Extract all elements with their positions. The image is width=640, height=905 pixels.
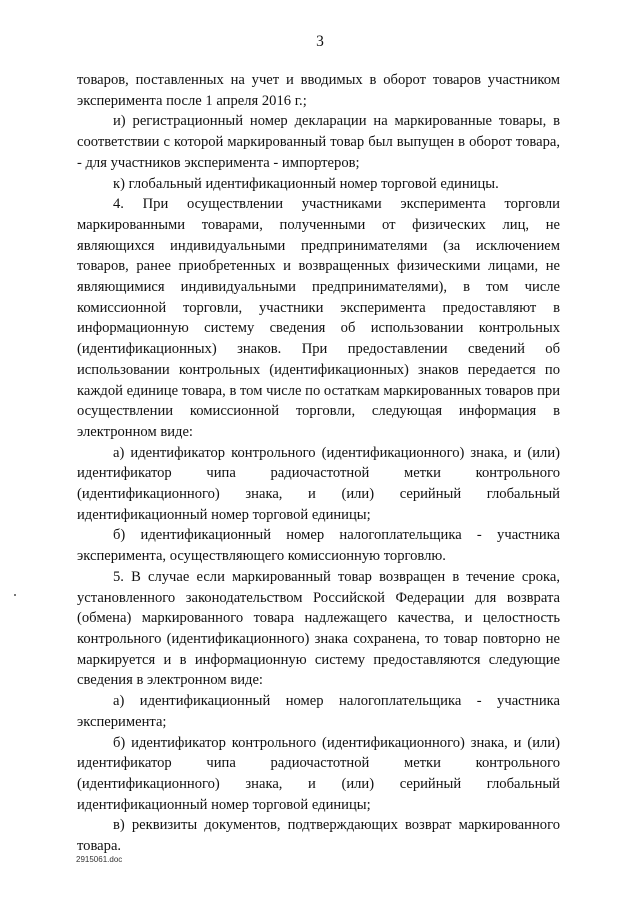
- paragraph-clause-5-item-a: а) идентификационный номер налогоплательщика - участника эксперимента;: [77, 693, 560, 730]
- paragraph-clause-4-item-a: а) идентификатор контрольного (идентификационного) знака, и (или) идентификатор чипа радиочастотной метки контрольного (идентификационного) знака, и (или) серийный глобальный идентификационный номер торговой единицы;: [77, 444, 560, 523]
- footer-document-code: 2915061.doc: [76, 855, 123, 864]
- paragraph-item-i: и) регистрационный номер декларации на маркированные товары, в соответствии с которой маркированный товар был выпущен в оборот товара, - для участников эксперимента - импортеров;: [77, 113, 560, 171]
- paragraph-clause-5-item-v: в) реквизиты документов, подтверждающих возврат маркированного товара.: [77, 817, 560, 855]
- paragraph-clause-4-item-b: б) идентификационный номер налогоплательщика - участника эксперимента, осуществляющего комиссионную торговлю.: [77, 527, 560, 565]
- paragraph-item-k: к) глобальный идентификационный номер торговой единицы.: [113, 175, 499, 192]
- paragraph-clause-4: 4. При осуществлении участниками эксперимента торговли маркированными товарами, полученными от физических лиц, не являющихся индивидуальными предпринимателями (за исключением товаров, ранее приобретенных и возвращенных физическими лицами, не являющимися индивидуальными предпринимателями), в том числе комиссионной торговли, участники эксперимента предоставляют в информационную систему сведения об использовании контрольных (идентификационных) знаков. При предоставлении сведений об использовании контрольных (идентификационных) знаков передается по каждой единице товара, в том числе по остаткам маркированных товаров при осуществлении комиссионной торговли, следующая информация в электронном виде:: [77, 196, 560, 440]
- document-body: [77, 70, 560, 857]
- paragraph-clause-5-item-b: б) идентификатор контрольного (идентификационного) знака, и (или) идентификатор чипа радиочастотной метки контрольного (идентификационного) знака, и (или) серийный глобальный идентификационный номер торговой единицы;: [77, 734, 560, 813]
- paragraph-clause-5: 5. В случае если маркированный товар возвращен в течение срока, установленного законодательством Российской Федерации для возврата (обмена) маркированного товара надлежащего качества, и целостность контрольного (идентификационного) знака сохранена, то товар повторно не маркируется и в информационную систему предоставляются следующие сведения в электронном виде:: [77, 568, 560, 689]
- page-number: 3: [316, 33, 324, 50]
- margin-mark: [14, 594, 16, 596]
- paragraph-continuation: товаров, поставленных на учет и вводимых в оборот товаров участником эксперимента после 1 апреля 2016 г.;: [77, 72, 560, 109]
